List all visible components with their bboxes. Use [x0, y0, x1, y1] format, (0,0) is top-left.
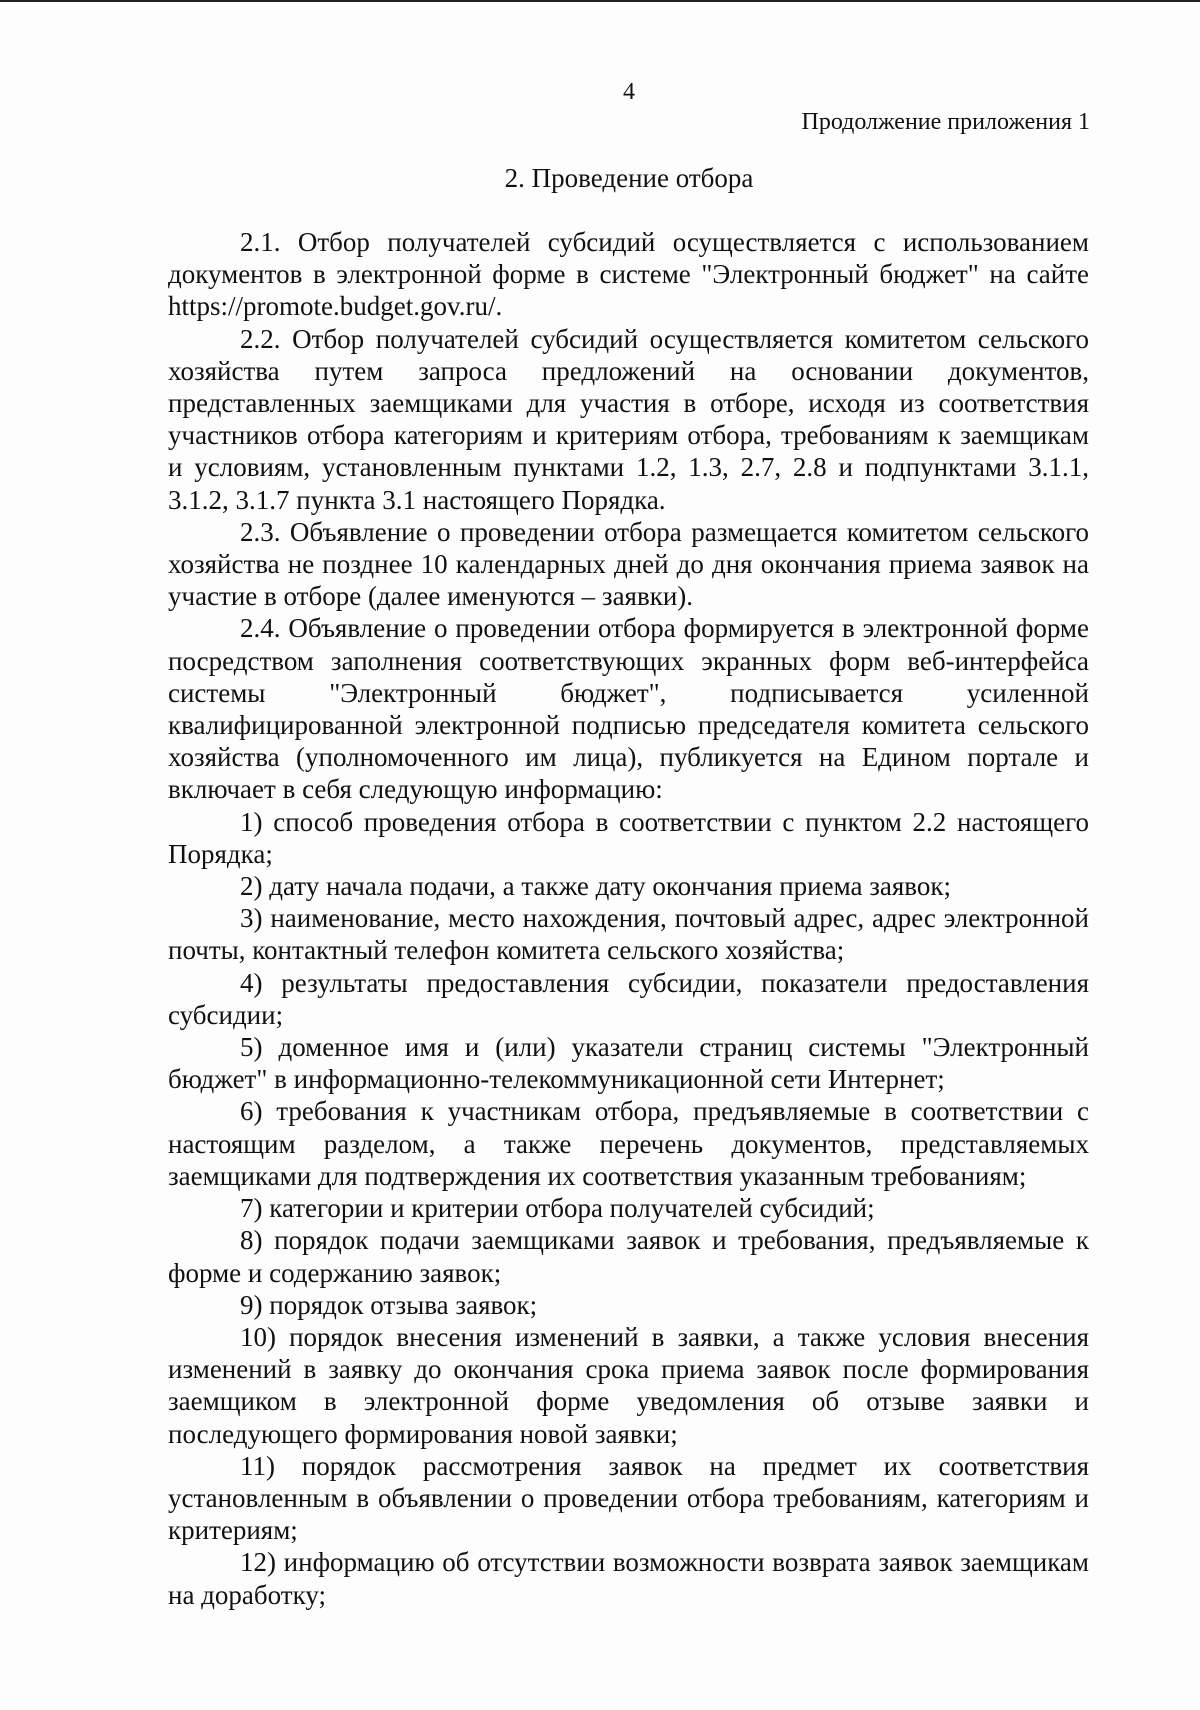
list-item-11: 11) порядок рассмотрения заявок на предмет их соответствия установленным в объявлении о проведении отбора требованиям, категориям и критериям;: [168, 1450, 1089, 1546]
page-number: 4: [623, 79, 635, 105]
list-item-3: 3) наименование, место нахождения, почтовый адрес, адрес электронной почты, контактный телефон комитета сельского хозяйства;: [168, 903, 1089, 966]
section-title: 2. Проведение отбора: [504, 163, 754, 193]
paragraph-2-3: 2.3. Объявление о проведении отбора размещается комитетом сельского хозяйства не позднее 10 календарных дней до дня окончания приема заявок на участие в отборе (далее именуются – заявки).: [168, 516, 1089, 612]
list-item-7: 7) категории и критерии отбора получателей субсидий;: [240, 1193, 875, 1224]
list-item-12: 12) информацию об отсутствии возможности возврата заявок заемщикам на доработку;: [168, 1547, 1089, 1610]
paragraph-2-4: 2.4. Объявление о проведении отбора формируется в электронной форме посредством заполнения соответствующих экранных форм веб-интерфейса системы "Электронный бюджет", подписывается усиленной квалифицированной электронной подписью председателя комитета сельского хозяйства (уполномоченного им лица), публикуется на Едином портале и включает в себя следующую информацию:: [168, 613, 1089, 805]
list-item-6: 6) требования к участникам отбора, предъявляемые в соответствии с настоящим разделом, а также перечень документов, представляемых заемщиками для подтверждения их соответствия указанным требованиям;: [168, 1096, 1089, 1191]
appendix-continuation-label: Продолжение приложения 1: [801, 109, 1090, 135]
list-item-5: 5) доменное имя и (или) указатели страниц системы "Электронный бюджет" в информационно-телекоммуникационной сети Интернет;: [168, 1032, 1089, 1095]
list-item-10: 10) порядок внесения изменений в заявки, а также условия внесения изменений в заявку до окончания срока приема заявок после формирования заемщиком в электронной форме уведомления об отзыве заявки и последующего формирования новой заявки;: [168, 1321, 1089, 1449]
list-item-8: 8) порядок подачи заемщиками заявок и требования, предъявляемые к форме и содержанию заявок;: [168, 1225, 1089, 1288]
paragraph-2-2: 2.2. Отбор получателей субсидий осуществляется комитетом сельского хозяйства путем запроса предложений на основании документов, представленных заемщиками для участия в отборе, исходя из соответствия участников отбора категориям и критериям отбора, требованиям к заемщикам и условиям, установленным пунктами 1.2, 1.3, 2.7, 2.8 и подпунктами 3.1.1, 3.1.2, 3.1.7 пункта 3.1 настоящего Порядка.: [168, 323, 1089, 515]
page-top-edge: [0, 0, 1200, 2]
list-item-1: 1) способ проведения отбора в соответствии с пунктом 2.2 настоящего Порядка;: [168, 806, 1089, 869]
document-body: [168, 226, 1089, 1611]
list-item-4: 4) результаты предоставления субсидии, показатели предоставления субсидии;: [168, 967, 1089, 1030]
list-item-9: 9) порядок отзыва заявок;: [240, 1289, 538, 1320]
list-item-2: 2) дату начала подачи, а также дату окончания приема заявок;: [240, 871, 951, 902]
paragraph-2-1: 2.1. Отбор получателей субсидий осуществляется с использованием документов в электронной форме в системе "Электронный бюджет" на сайте https://promote.budget.gov.ru/.: [168, 227, 1089, 322]
